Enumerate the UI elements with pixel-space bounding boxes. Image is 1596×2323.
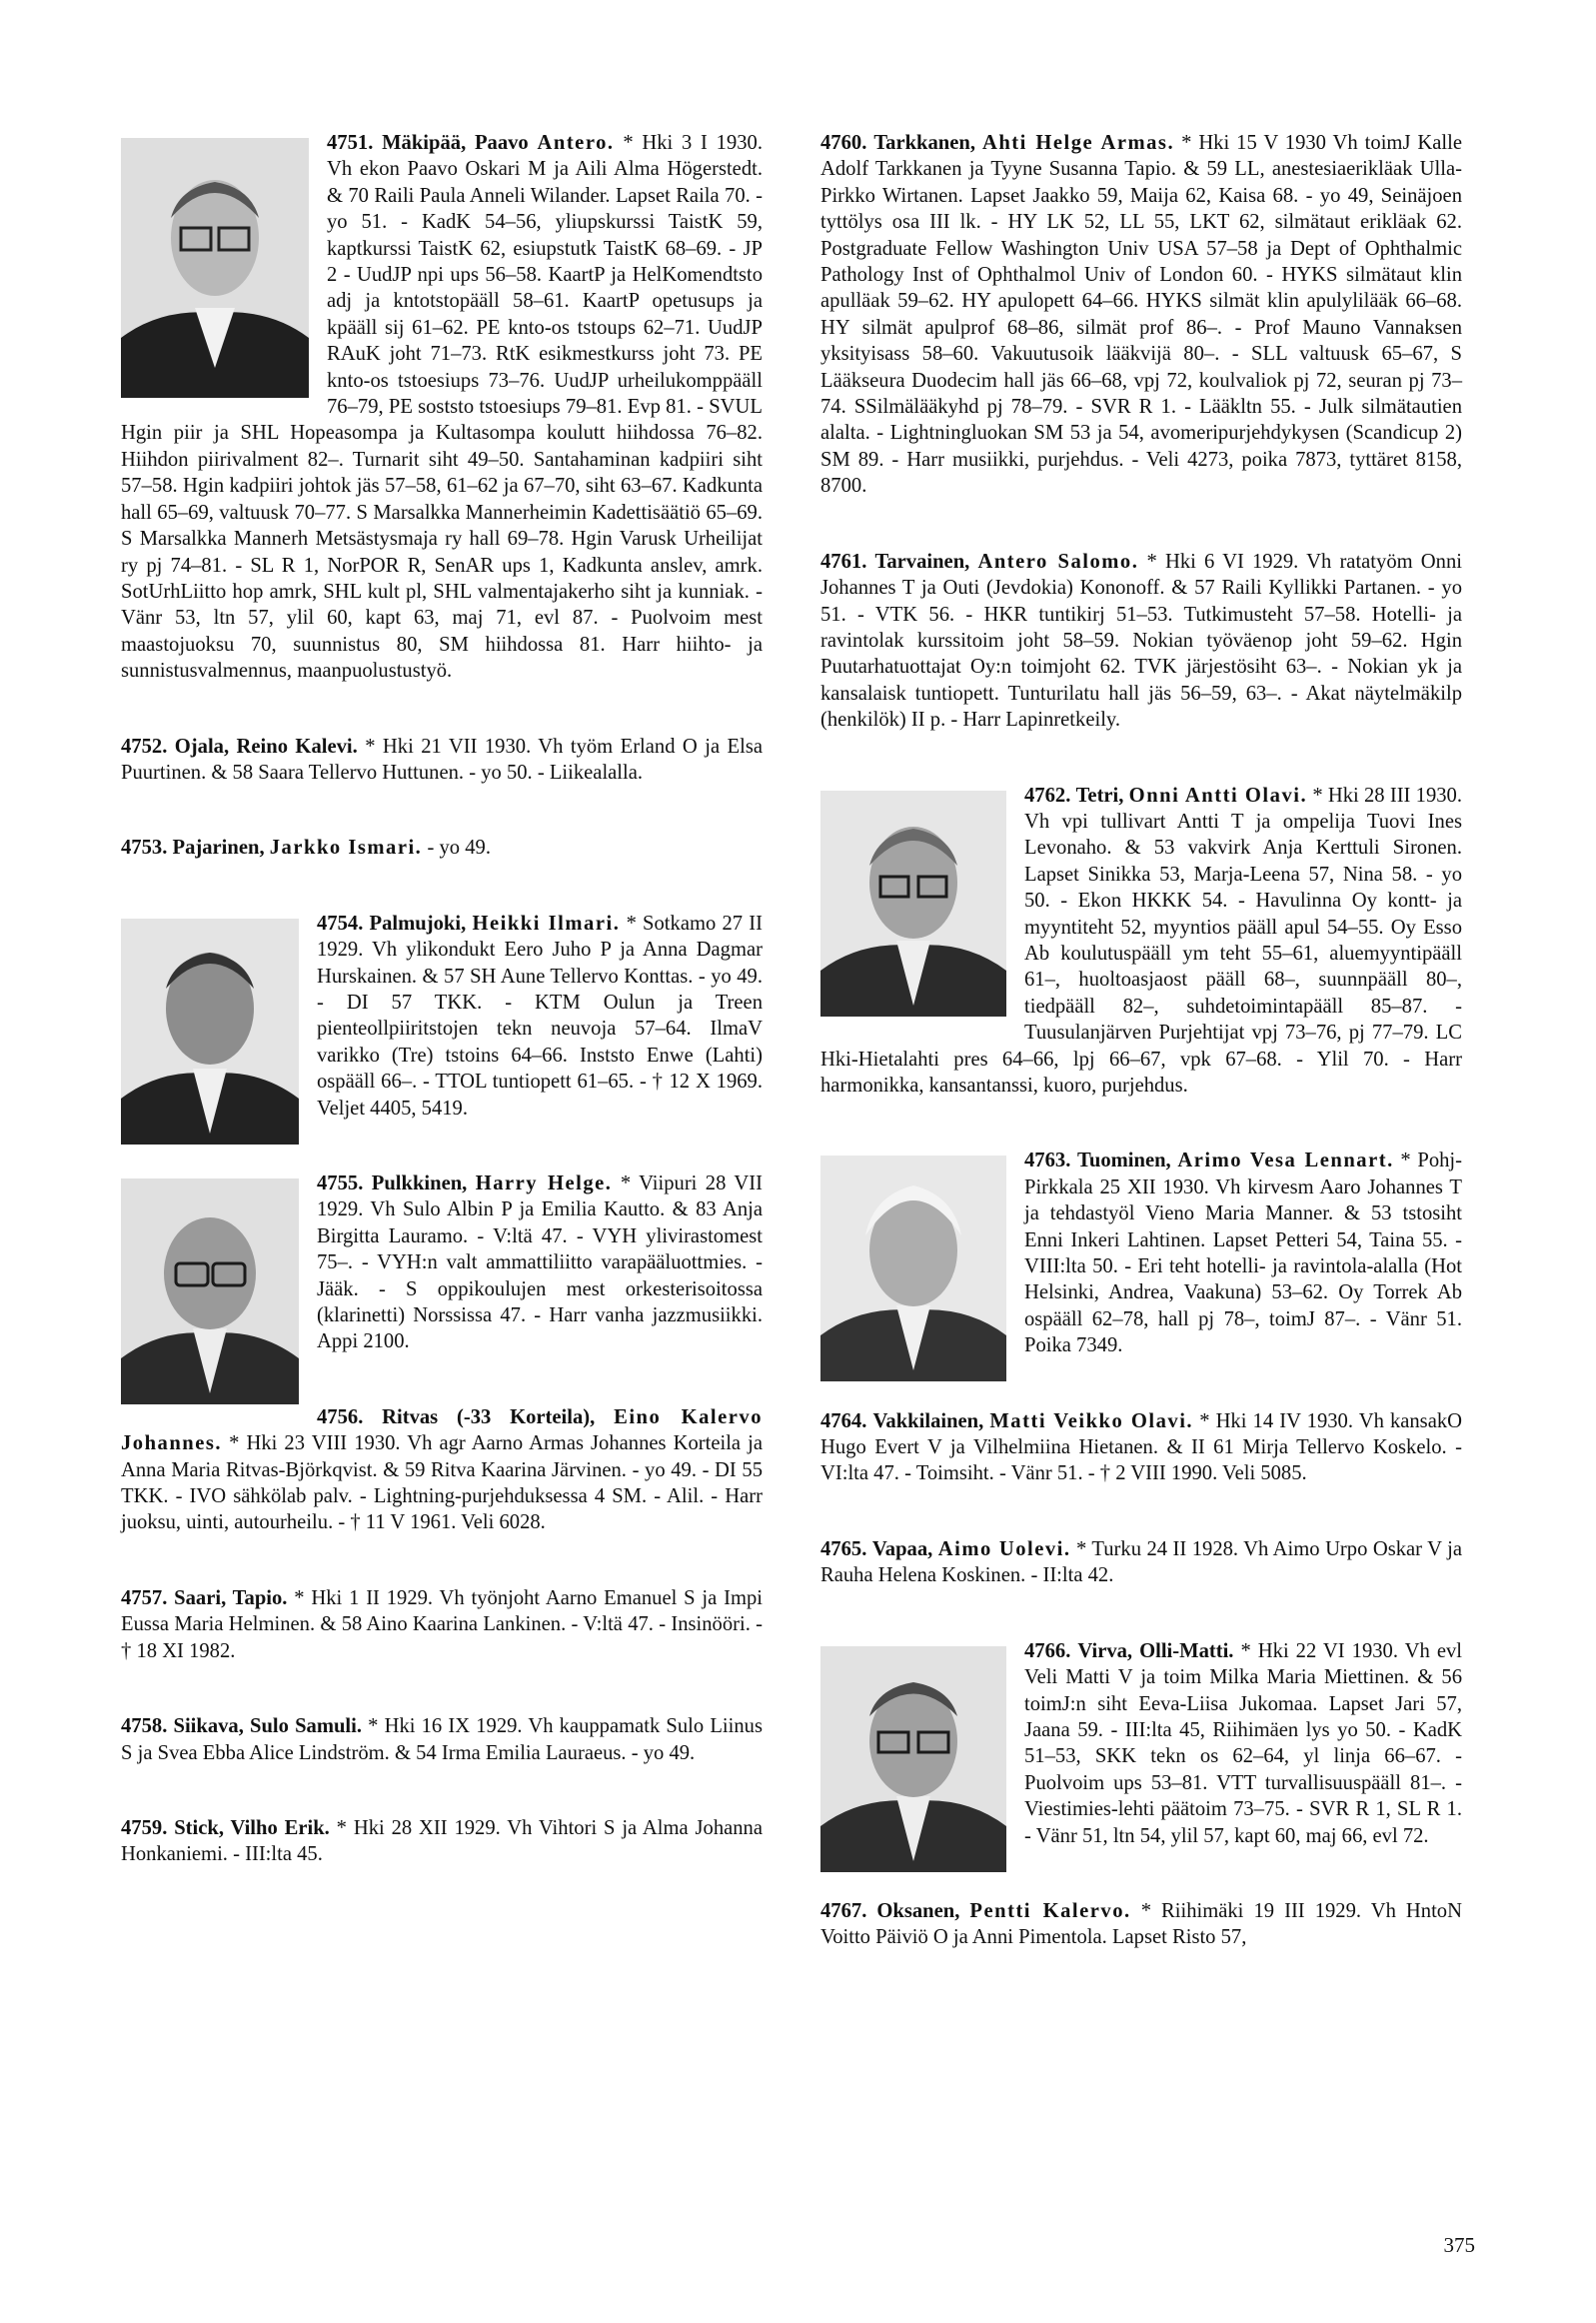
entry-text: * Viipuri 28 VII 1929. Vh Sulo Albin P ja Emilia Kautto. & 83 Anja Birgitta Lauramo. - V:ltä 47. - VYH ylivirastomest 75–. - VYH:n valt ammattiliitto varapääluottmies. - Jääk. - S oppikoulujen mest orkesterisoitossa (klarinetti) Norssissa 47. - Harr vanha jazzmusiikki. Appi 2100.: [317, 1172, 763, 1353]
entry-number: 4751.: [327, 132, 374, 154]
entry-number: 4759.: [121, 1816, 168, 1839]
entry-text: * Turku 24 II 1928. Vh Aimo Urpo Oskar V ja Rauha Helena Koskinen. - II:lta 42.: [820, 1537, 1462, 1587]
entry-4753: [121, 835, 763, 861]
portrait-icon: [121, 919, 299, 1145]
portrait-icon: [121, 1178, 299, 1404]
entry-text: * Hki 1 II 1929. Vh työnjoht Aarno Emanuel S ja Impi Eussa Maria Helminen. & 58 Aino Kaarina Lankinen. - V:ltä 47. - Insinööri. - † 18 XI 1982.: [121, 1586, 763, 1662]
entry-name: Tarkkanen,: [873, 132, 975, 154]
entry-number: 4761.: [820, 550, 867, 573]
entry-name-spaced: Antero.: [537, 132, 615, 154]
entry-4762: [820, 783, 1462, 1100]
portrait-photo-4751: [121, 138, 309, 398]
entry-name: Palmujoki,: [369, 912, 467, 935]
entry-name-spaced: Eino Kalervo Johannes.: [121, 1405, 763, 1455]
page-number: 375: [1443, 2233, 1475, 2257]
entry-name-spaced: Jarkko Ismari.: [269, 837, 423, 860]
entry-name-spaced: Onni Antti Olavi.: [1128, 784, 1308, 807]
entry-text: * Hki 3 I 1930. Vh ekon Paavo Oskari M ja Aili Alma Högerstedt. & 70 Raili Paula Anneli Wilander. Lapset Raila 70. - yo 51. - KadK 54–56, yliupskurssi TaistK 59, kaptkurssi TaistK 62, esiupstutk TaistK 68–69. - JP 2 - UudJP npi ups 56–58. KaartP ja HelKomendtsto adj ja kntotstopääll 58–61. KaartP opetusups ja kpääll sij 61–62. PE knto-os tstoups 62–71. UudJP RAuK joht 71–73. RtK esikmestkurss joht 73. PE knto-os tstoesiups 73–76. UudJP urheilukomppääll 76–79, PE soststo tstoesiups 79–81. Evp 81. - SVUL Hgin piir ja SHL Hopeasompa ja Kultasompa koulutt hiihdossa 76–82. Hiihdon piirivalment 82–. Turnarit siht 49–50. Santahaminan kadpiiri siht 57–58. Hgin kadpiiri johtok jäs 57–58, 61–62 ja 67–70, siht 63–67. Kadkunta hall 65–69, valtuusk 70–77. S Marsalkka Mannerheimin Kadettisäätiö 65–69. S Marsalkka Mannerh Metsästysmaja ry hall 69–78. Hgin Varusk Urheilijat ry pj 74–81. - SL R 1, NorPOR R, SenAR ups 1, Kadkunta anslev, amrk. SotUrhLiitto hop amrk, SHL kult pl, SHL valmentajakerho siht ja kunniak. - Vänr 53, ltn 57, ylil 60, kapt 63, maj 71, evl 87. - Puolvoim mest maastojuoksu 70, suunnistus 80, SM hiihdossa 81. Harr hiihto- ja sunnistusvalmennus, maanpuolustustyö.: [121, 132, 763, 683]
entry-4757: [121, 1585, 763, 1664]
entry-name: Tuominen,: [1077, 1150, 1171, 1172]
entry-name-spaced: Arimo Vesa Lennart.: [1177, 1150, 1394, 1172]
entry-name: Oksanen,: [876, 1899, 960, 1922]
entry-name: Siikava, Sulo Samuli.: [173, 1715, 363, 1738]
entry-4758: [121, 1713, 763, 1766]
entry-name: Pulkkinen,: [371, 1172, 468, 1194]
entry-4752: [121, 734, 763, 787]
entry-number: 4756.: [317, 1405, 364, 1428]
entry-name-spaced: Matti Veikko Olavi.: [989, 1409, 1194, 1432]
entry-number: 4752.: [121, 735, 168, 758]
entry-text: * Hki 23 VIII 1930. Vh agr Aarno Armas Johannes Korteila ja Anna Maria Ritvas-Björkqvist. & 59 Ritva Kaarina Järvinen. - yo 49. - DI 55 TKK. - IVO sähkölab palv. - Lightning-purjehduksessa 4 SM. - Alil. - Harr juoksu, uinti, autourheilu. - † 11 V 1961. Veli 6028.: [121, 1432, 763, 1534]
entry-name-spaced: Ahti Helge Armas.: [981, 132, 1175, 154]
entry-4756: [121, 1404, 763, 1536]
entry-text: * Hki 28 XII 1929. Vh Vihtori S ja Alma Johanna Honkaniemi. - III:lta 45.: [121, 1816, 763, 1866]
entry-number: 4754.: [317, 912, 364, 935]
entry-name-spaced: Harry Helge.: [475, 1172, 613, 1194]
entry-4754: [121, 911, 763, 1122]
entry-number: 4757.: [121, 1586, 168, 1609]
entry-name-spaced: Heikki Ilmari.: [472, 912, 621, 935]
entry-name: Mäkipää, Paavo: [382, 132, 529, 154]
entry-name-spaced: Pentti Kalervo.: [969, 1899, 1131, 1922]
entry-name: Ojala, Reino Kalevi.: [174, 735, 358, 758]
entry-number: 4753.: [121, 837, 168, 860]
entry-4764: [820, 1408, 1462, 1487]
portrait-icon: [820, 791, 1006, 1017]
entry-number: 4762.: [1024, 784, 1071, 807]
entry-4759: [121, 1815, 763, 1868]
entry-number: 4766.: [1024, 1639, 1071, 1662]
entry-text: * Hki 21 VII 1930. Vh työm Erland O ja Elsa Puurtinen. & 58 Saara Tellervo Huttunen. - yo 50. - Liikealalla.: [121, 735, 763, 784]
entry-text: * Riihimäki 19 III 1929. Vh HntoN Voitto Päiviö O ja Anni Pimentola. Lapset Risto 57,: [820, 1899, 1462, 1949]
entry-text: * Hki 14 IV 1930. Vh kansakO Hugo Evert V ja Vilhelmiina Hietanen. & II 61 Mirja Tellervo Koskelo. - VI:lta 47. - Toimsiht. - Vänr 51. - † 2 VIII 1990. Veli 5085.: [820, 1409, 1462, 1485]
entry-number: 4758.: [121, 1715, 168, 1738]
entry-name: Saari, Tapio.: [174, 1586, 288, 1609]
entry-4761: [820, 549, 1462, 734]
entry-text: * Sotkamo 27 II 1929. Vh ylikondukt Eero Juho P ja Anna Dagmar Hurskainen. & 57 SH Aune Tellervo Konttas. - yo 49. - DI 57 TKK. - KTM Oulun ja Treen pienteollpiiritstojen tekn neuvoja 57–64. IlmaV varikko (Tre) tstoins 64–66. Inststo Enwe (Lahti) ospääll 66–. - TTOL tuntiopett 61–65. - † 12 X 1969. Veljet 4405, 5419.: [317, 912, 763, 1120]
entry-number: 4764.: [820, 1409, 867, 1432]
portrait-photo-4755: [121, 1178, 299, 1404]
entry-text: * Hki 22 VI 1930. Vh evl Veli Matti V ja toim Milka Maria Miettinen. & 56 toimJ:n siht Eeva-Liisa Jukomaa. Lapset Jari 57, Jaana 59. - III:lta 45, Riihimäen lys yo 50. - KadK 51–53, SKK tekn os 62–64, yl linja 66–67. - Puolvoim ups 53–81. VTT turvallisuuspääll 81–. - Viestimies-lehti päätoim 73–75. - SVR R 1, SL R 1. - Vänr 51, ltn 54, ylil 57, kapt 60, maj 66, evl 72.: [1024, 1639, 1462, 1847]
left-column: [121, 130, 763, 1917]
portrait-photo-4762: [820, 791, 1006, 1017]
portrait-photo-4763: [820, 1156, 1006, 1381]
portrait-icon: [820, 1646, 1006, 1872]
entry-number: 4767.: [820, 1899, 867, 1922]
entry-4767: [820, 1898, 1462, 1951]
entry-number: 4765.: [820, 1537, 867, 1560]
entry-text: * Hki 15 V 1930 Vh toimJ Kalle Adolf Tarkkanen ja Tyyne Susanna Tapio. & 59 LL, anestesiaerikläak Ulla-Pirkko Wirtanen. Lapset Jaakko 59, Maija 62, Kaisa 68. - yo 49, Seinäjoen tyttölys osa III lk. - HY LK 52, LL 55, LKT 62, silmätaut erikläak 62. Postgraduate Fellow Washington Univ USA 57–58 ja Dept of Ophthalmic Pathology Inst of Ophthalmol Univ of London 60. - HYKS silmätaut klin apulläak 59–62. HY apulopett 64–66. HYKS silmät klin apulylilääk 66–68. HY silmät apulprof 68–86, silmät prof 86–. - Prof Mauno Vannaksen yksityisass 58–60. Vakuutusoik lääkvijä 80–. - SLL valtuusk 65–67, S Lääkseura Duodecim hall jäs 66–68, vpj 72, koulvaliok pj 72, seuran pj 73–74. SSilmälääkyhd pj 78–79. - SVR R 1. - Lääkltn 55. - Julk silmätautien alalta. - Lightningluokan SM 53 ja 54, avomeripurjehdykysen (Scandicup 2) SM 89. - Harr musiikki, purjehdus. - Veli 4273, poika 7873, tyttäret 8158, 8700.: [820, 132, 1463, 498]
portrait-photo-4766: [820, 1646, 1006, 1872]
entry-name: Vapaa,: [871, 1537, 933, 1560]
entry-text: * Hki 28 III 1930. Vh vpi tullivart Antti T ja ompelija Tuovi Ines Levonaho. & 53 vakvirk Anja Kerttuli Sironen. Lapset Sinikka 53, Marja-Leena 57, Nina 58. - yo 50. - Ekon HKKK 54. - Havulinna Oy kontt- ja myyntiteht 52, myyntios pääll apul 54–55. Oy Esso Ab koulutuspääll ym teht 55–61, aluemyyntipääll 61–, huoltoasjaost pääll 68–, suunnpääll 80–, tiedpääll 82–, suhdetoimintapääll 85–87. - Tuusulanjärven Purjehtijat vpj 73–76, pj 77–79. LC Hki-Hietalahti pres 64–66, lpj 66–67, vpk 67–68. - Ylil 70. - Harr harmonikka, kansantanssi, kuoro, purjehdus.: [820, 784, 1462, 1097]
entry-text: * Hki 16 IX 1929. Vh kauppamatk Sulo Liinus S ja Svea Ebba Alice Lindström. & 54 Irma Emilia Lauraeus. - yo 49.: [121, 1715, 763, 1764]
right-column: [820, 130, 1462, 2000]
entry-name: Stick, Vilho Erik.: [174, 1816, 330, 1839]
entry-name: Ritvas (-33 Korteila),: [382, 1405, 596, 1428]
portrait-icon: [121, 138, 309, 398]
entry-name: Pajarinen,: [172, 837, 265, 860]
entry-number: 4760.: [820, 132, 867, 154]
entry-4755: [121, 1170, 763, 1355]
entry-name-spaced: Antero Salomo.: [977, 550, 1139, 573]
entry-4751: [121, 130, 763, 685]
entry-4765: [820, 1536, 1462, 1589]
entry-text: * Pohj-Pirkkala 25 XII 1930. Vh kirvesm Aaro Johannes T ja tehdastyöl Vieno Maria Manner. & 53 tstosiht Enni Inkeri Lahtinen. Lapset Petteri 54, Taina 55. - VIII:lta 50. - Eri teht hotelli- ja ravintola-alalla (Hot Helsinki, Andrea, Vaakuna) 53–62. Oy Torrek Ab ospääll 62–78, hall pj 78–, toimJ 87–. - Vänr 51. Poika 7349.: [1024, 1150, 1463, 1357]
portrait-photo-4754: [121, 919, 299, 1145]
entry-name-spaced: Aimo Uolevi.: [937, 1537, 1071, 1560]
entry-name: Tarvainen,: [874, 550, 970, 573]
entry-text: - yo 49.: [427, 837, 491, 860]
entry-name: Virva, Olli-Matti.: [1077, 1639, 1234, 1662]
entry-text: * Hki 6 VI 1929. Vh ratatyöm Onni Johannes T ja Outi (Jevdokia) Kononoff. & 57 Raili Kyllikki Partanen. - yo 51. - VTK 56. - HKR tuntikirj 51–53. Tutkimusteht 57–58. Hotelli- ja ravintolak kurssitoim joht 58–59. Nokian työväenop joht 59–62. Hgin Puutarhatuottajat Oy:n toimjoht 62. TVK järjestösiht 63–. - Nokian yk ja kansalaisk tuntiopett. Tunturilatu hall jäs 56–59, 63–. - Akat näytelmäkilp (henkilök) II p. - Harr Lapinretkeily.: [820, 550, 1462, 732]
entry-4760: [820, 130, 1462, 500]
entry-number: 4763.: [1024, 1150, 1071, 1172]
entry-name: Tetri,: [1075, 784, 1124, 807]
entry-4763: [820, 1148, 1462, 1358]
portrait-icon: [820, 1156, 1006, 1381]
entry-number: 4755.: [317, 1172, 364, 1194]
entry-name: Vakkilainen,: [872, 1409, 984, 1432]
entry-4766: [820, 1638, 1462, 1849]
